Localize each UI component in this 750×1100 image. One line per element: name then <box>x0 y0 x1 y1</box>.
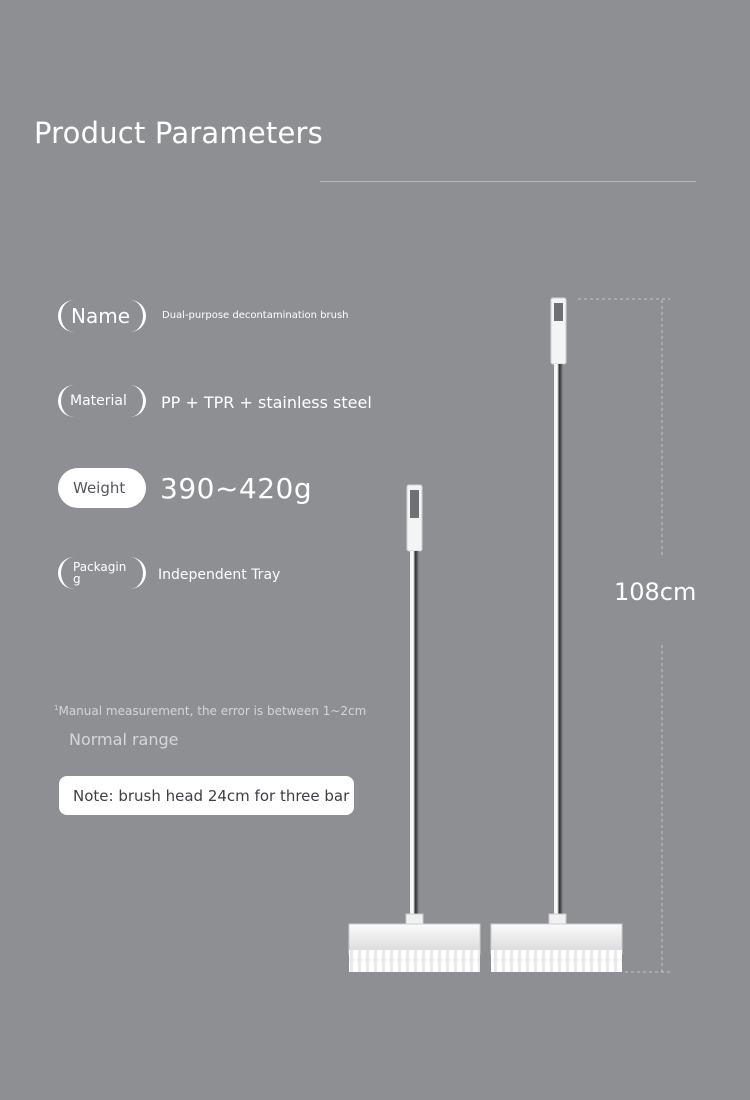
normal-range-text: Normal range <box>69 730 179 749</box>
footnote-text: Manual measurement, the error is between 1~2cm <box>58 704 367 718</box>
short-brush <box>349 485 480 972</box>
footnote-mark: 1 <box>54 704 59 712</box>
param-label-packaging-text: Packagin g <box>73 560 127 586</box>
param-value-weight: 390~420g <box>160 472 313 505</box>
param-label-material-text: Material <box>70 393 127 409</box>
height-label: 108cm <box>614 578 697 606</box>
param-label-name-text: Name <box>71 304 131 328</box>
note-text: Note: brush head 24cm for three bar <box>73 786 350 805</box>
param-value-name: Dual-purpose decontamination brush <box>162 310 349 321</box>
param-value-packaging: Independent Tray <box>158 567 281 583</box>
tall-brush <box>491 298 622 972</box>
page-title: Product Parameters <box>34 116 323 150</box>
height-dimension <box>578 299 670 972</box>
param-value-material: PP + TPR + stainless steel <box>161 393 372 412</box>
param-label-weight-text: Weight <box>73 479 126 497</box>
